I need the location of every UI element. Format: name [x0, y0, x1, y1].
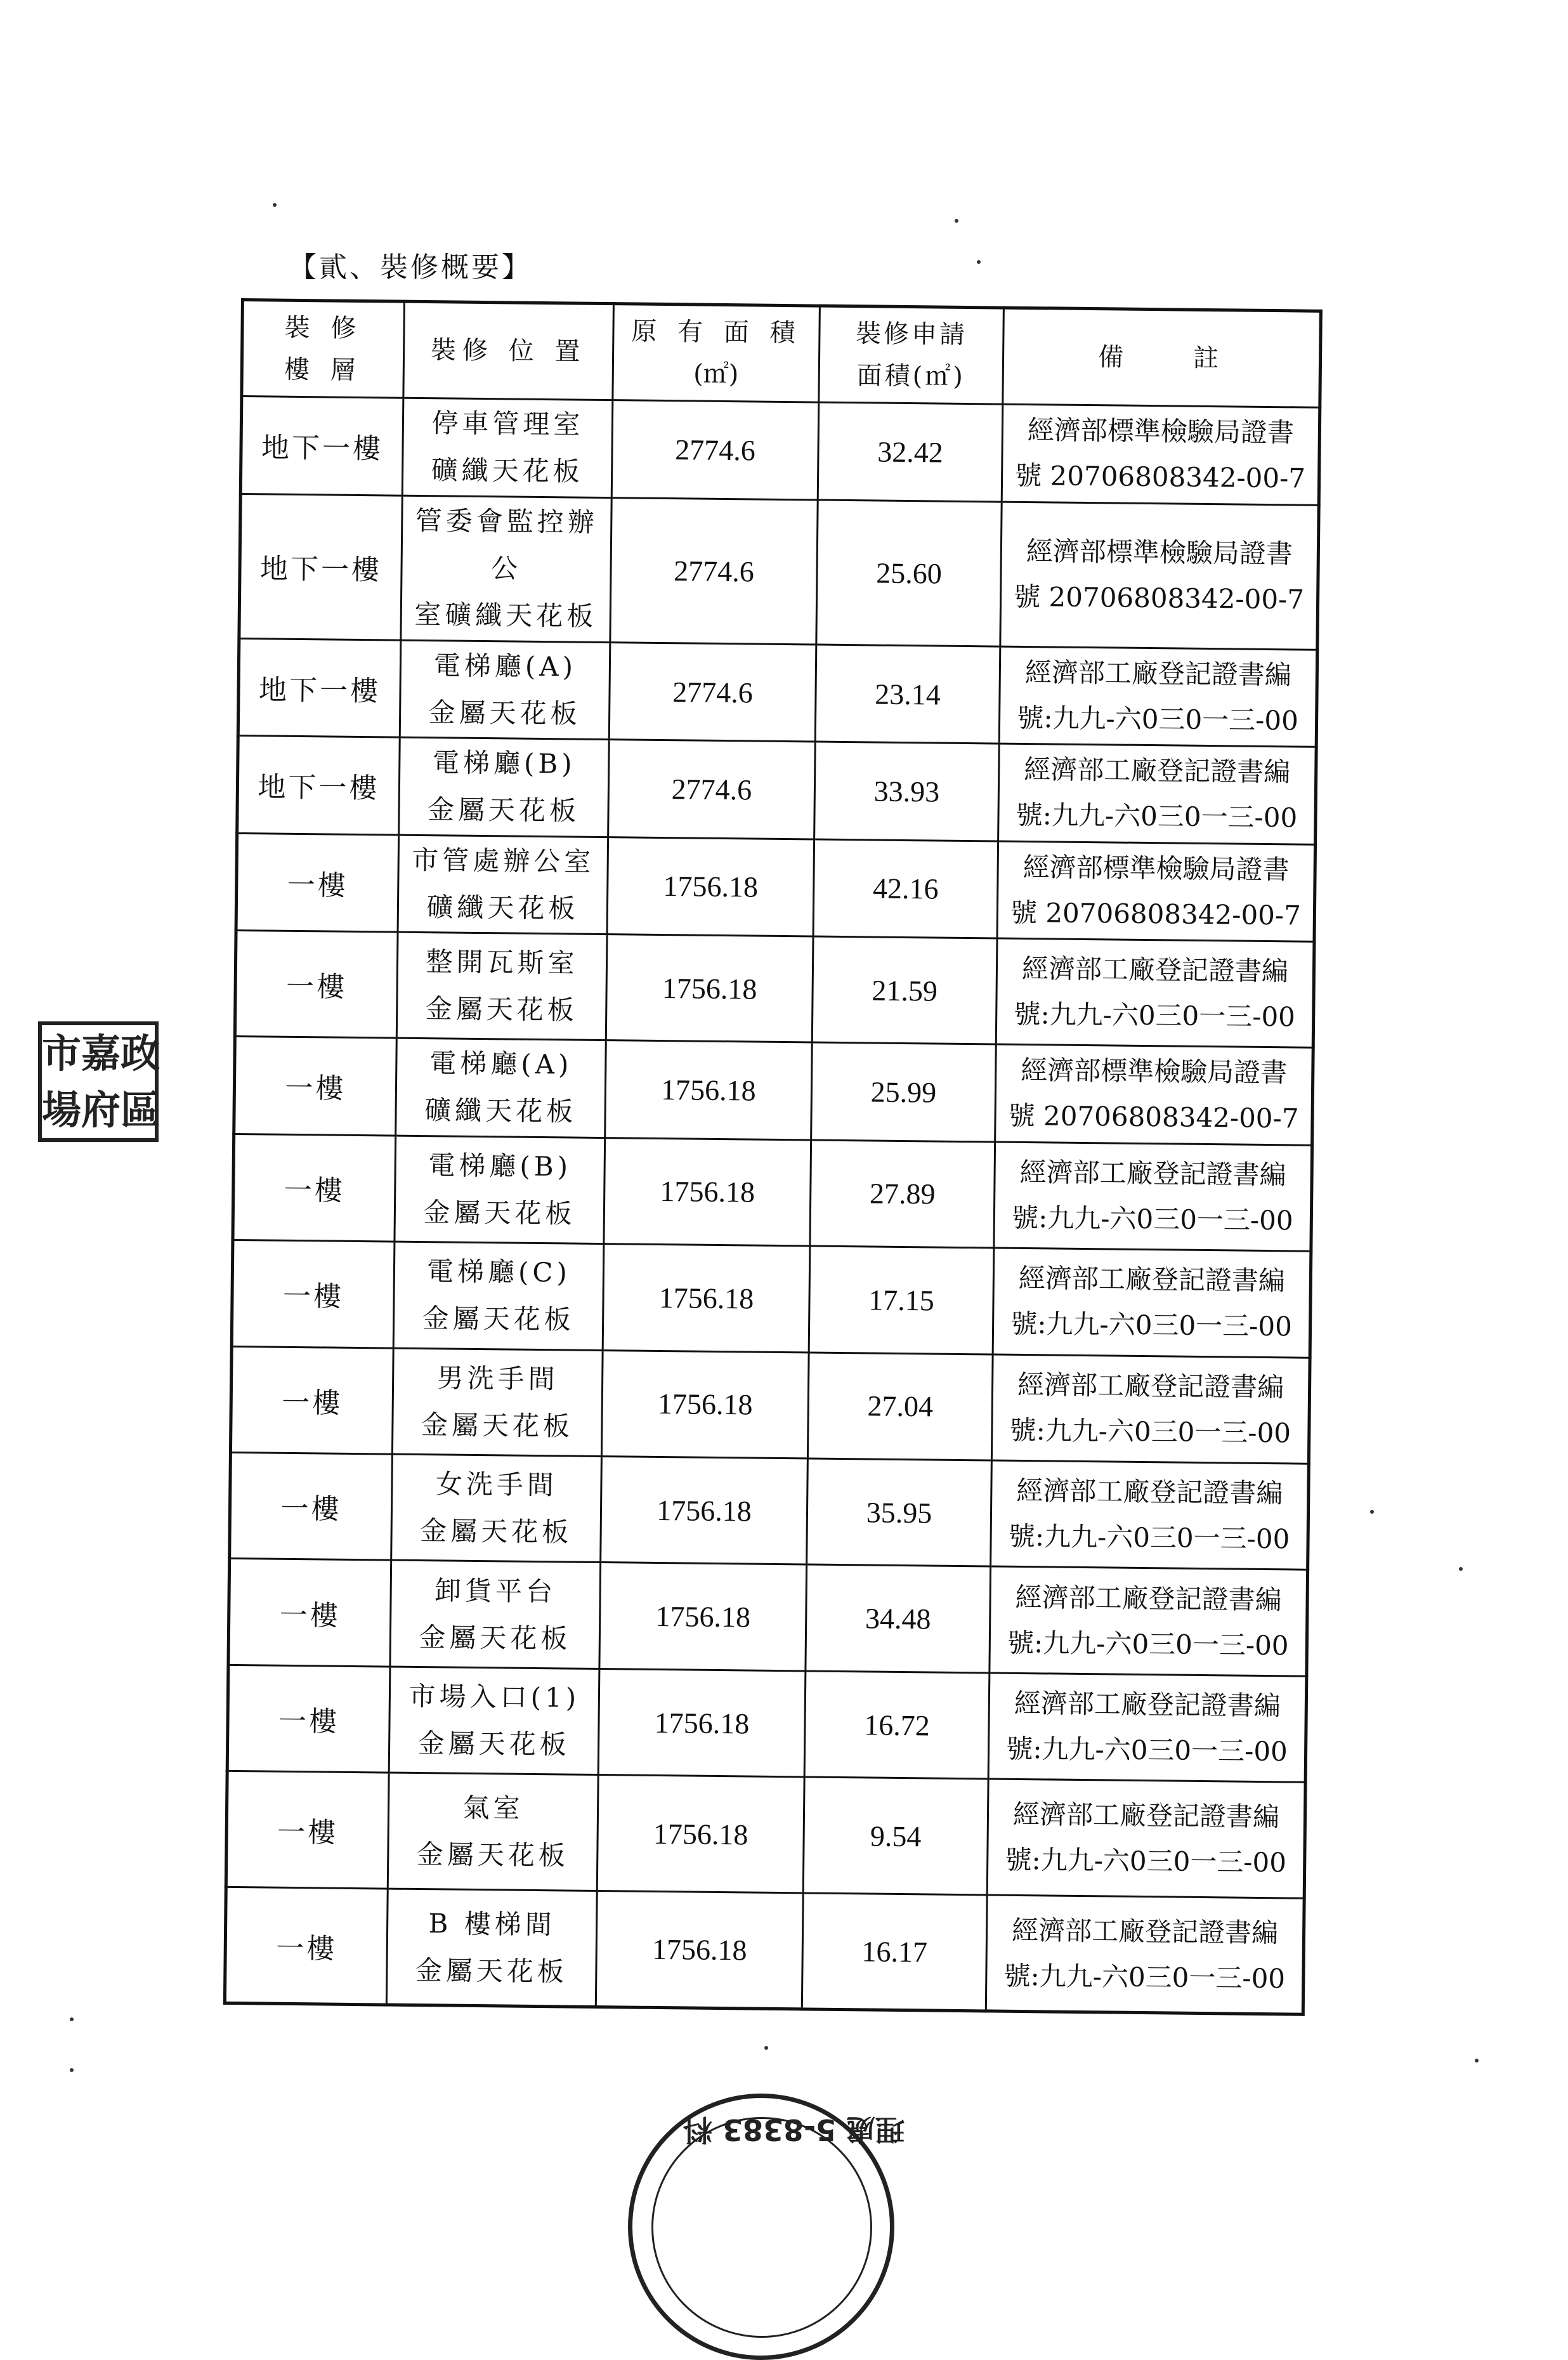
cell-applied-area: 35.95 — [807, 1459, 992, 1567]
cell-applied-area: 27.04 — [807, 1352, 993, 1460]
cell-original-area: 1756.18 — [607, 837, 814, 936]
cell-location-line: 卸貨平台 — [434, 1575, 557, 1608]
cell-floor: 地下一樓 — [238, 638, 401, 737]
cell-note-line: 號 20706808342-00-7 — [1014, 460, 1306, 494]
cell-floor: 一樓 — [228, 1559, 391, 1667]
table-row — [232, 1240, 1311, 1357]
cell-location-line: 金屬天花板 — [425, 993, 578, 1026]
seal-left-char: 府 — [81, 1086, 121, 1133]
cell-note — [993, 1248, 1311, 1358]
cell-note-line: 號:九九-六0三0一三-00 — [1006, 1733, 1288, 1767]
cell-note — [1002, 404, 1320, 505]
header-original-area-unit: (㎡) — [693, 359, 739, 390]
table-row — [230, 1346, 1310, 1464]
table-row — [227, 1665, 1307, 1782]
header-location: 裝修 位 置 — [403, 301, 614, 400]
header-applied-area — [819, 306, 1004, 404]
cell-location-line: 停車管理室 — [431, 407, 584, 441]
cell-location-line: 市管處辦公室 — [411, 844, 595, 877]
cell-location — [396, 1038, 606, 1137]
scan-speck — [764, 2046, 768, 2050]
cell-original-area: 2774.6 — [611, 400, 819, 500]
table-row — [225, 1887, 1304, 2015]
header-applied-area-line-1: 裝修申請 — [855, 319, 968, 350]
header-floor-line-1: 裝 修 — [284, 313, 363, 344]
cell-note — [987, 1779, 1305, 1898]
cell-location-line: 金屬天花板 — [423, 1196, 576, 1229]
cell-floor: 一樓 — [236, 833, 399, 932]
cell-note — [995, 1044, 1314, 1145]
cell-location — [398, 835, 608, 934]
cell-note-line: 號:九九-六0三0一三-00 — [1007, 1627, 1289, 1662]
cell-location-line: 金屬天花板 — [416, 1839, 570, 1872]
cell-location-line: 金屬天花板 — [421, 1408, 574, 1442]
seal-left-char: 市 — [42, 1030, 82, 1077]
cell-note-line: 經濟部工廠登記證書編 — [1014, 1688, 1281, 1722]
header-original-area — [613, 304, 820, 403]
cell-floor: 地下一樓 — [240, 397, 403, 495]
cell-note — [986, 1895, 1304, 2014]
cell-note — [999, 646, 1317, 747]
cell-floor: 一樓 — [233, 1134, 396, 1242]
cell-location — [392, 1348, 603, 1457]
cell-note-line: 號:九九-六0三0一三-00 — [1017, 702, 1299, 737]
cell-location-line: 電梯廳(C) — [426, 1255, 572, 1288]
cell-note-line: 號:九九-六0三0一三-00 — [1011, 1202, 1293, 1236]
cell-note-line: 經濟部工廠登記證書編 — [1024, 754, 1291, 788]
table-header-row — [242, 300, 1321, 408]
cell-note-line: 號:九九-六0三0一三-00 — [1003, 1960, 1286, 1994]
cell-floor: 一樓 — [232, 1240, 395, 1347]
cell-applied-area: 42.16 — [813, 839, 998, 938]
cell-floor: 一樓 — [225, 1887, 388, 2005]
cell-location-line: 金屬天花板 — [422, 1302, 575, 1335]
cell-note-line: 號:九九-六0三0一三-00 — [1009, 1414, 1291, 1449]
seal-left-char: 場 — [42, 1086, 82, 1133]
cell-location-line: 礦纖天花板 — [424, 1094, 577, 1128]
cell-location-line: 金屬天花板 — [417, 1727, 570, 1760]
renovation-summary-table — [223, 298, 1323, 2016]
header-original-area-line-1: 原 有 面 積 — [631, 317, 802, 348]
cell-note-line: 經濟部工廠登記證書編 — [1017, 1368, 1284, 1403]
cell-note-line: 號:九九-六0三0一三-00 — [1008, 1521, 1290, 1555]
cell-original-area: 1756.18 — [597, 1775, 804, 1893]
cell-note-line: 經濟部工廠登記證書編 — [1015, 1581, 1282, 1616]
cell-floor: 一樓 — [227, 1665, 390, 1773]
scan-speck — [977, 260, 981, 264]
cell-applied-area: 27.89 — [810, 1140, 995, 1249]
table-row — [239, 494, 1319, 650]
cell-note-line: 號:九九-六0三0一三-00 — [1005, 1844, 1287, 1878]
cell-location-line: 金屬天花板 — [427, 794, 580, 827]
cell-note — [988, 1673, 1307, 1783]
table-row — [240, 397, 1320, 505]
cell-note — [998, 744, 1317, 844]
cell-location-line: 管委會監控辦公 — [415, 505, 599, 584]
table-row — [234, 1037, 1314, 1145]
cell-location-line: 金屬天花板 — [419, 1515, 573, 1548]
scan-speck — [273, 203, 277, 207]
cell-note-line: 經濟部工廠登記證書編 — [1024, 657, 1292, 691]
header-floor-line-2: 樓 層 — [284, 355, 362, 386]
cell-applied-area: 16.17 — [802, 1893, 987, 2011]
cell-original-area: 1756.18 — [599, 1563, 807, 1671]
cell-note-line: 經濟部工廠登記證書編 — [1021, 952, 1289, 987]
cell-location-line: 女洗手間 — [435, 1468, 558, 1501]
cell-applied-area: 17.15 — [809, 1246, 994, 1354]
cell-note-line: 經濟部工廠登記證書編 — [1018, 1262, 1286, 1297]
cell-applied-area: 34.48 — [806, 1564, 991, 1673]
cell-applied-area: 9.54 — [803, 1777, 988, 1895]
cell-location-line: 氣室 — [462, 1792, 524, 1825]
seal-left-char: 政 — [121, 1030, 160, 1077]
cell-location — [400, 640, 610, 740]
cell-note — [990, 1566, 1308, 1676]
seal-left-char: 區 — [121, 1086, 160, 1133]
cell-location-line: 礦纖天花板 — [426, 891, 579, 924]
cell-location — [393, 1242, 604, 1350]
cell-note — [1000, 502, 1319, 650]
cell-original-area: 2774.6 — [608, 740, 816, 839]
scan-speck — [1459, 1567, 1463, 1571]
cell-applied-area: 16.72 — [804, 1671, 990, 1780]
cell-floor: 一樓 — [235, 930, 398, 1038]
cell-note-line: 號:九九-六0三0一三-00 — [1014, 998, 1296, 1033]
cell-location-line: 整開瓦斯室 — [426, 946, 578, 979]
cell-original-area: 2774.6 — [609, 643, 816, 742]
scan-speck — [955, 219, 958, 223]
cell-note-line: 經濟部工廠登記證書編 — [1019, 1156, 1286, 1191]
scan-speck — [70, 2017, 74, 2021]
cell-applied-area: 25.99 — [811, 1042, 996, 1141]
cell-location — [390, 1561, 601, 1669]
cell-location-line: 電梯廳(A) — [433, 650, 577, 683]
cell-location — [399, 737, 610, 837]
header-floor — [242, 300, 405, 398]
header-applied-area-line-2: 面積(㎡) — [856, 361, 966, 392]
cell-location-line: 金屬天花板 — [419, 1621, 572, 1655]
cell-original-area: 1756.18 — [603, 1244, 810, 1353]
seal-left-char: 嘉 — [81, 1030, 121, 1077]
cell-original-area: 1756.18 — [598, 1669, 806, 1778]
cell-floor: 一樓 — [226, 1771, 389, 1889]
cell-applied-area: 23.14 — [815, 645, 1000, 744]
table-row — [228, 1559, 1308, 1676]
cell-applied-area: 21.59 — [812, 936, 997, 1045]
cell-original-area: 1756.18 — [596, 1891, 803, 2009]
table-row — [226, 1771, 1305, 1899]
official-seal-bottom — [628, 2094, 905, 2360]
cell-note-line: 經濟部標準檢驗局證書 — [1021, 1054, 1288, 1089]
cell-location — [396, 932, 607, 1040]
cell-location — [388, 1773, 598, 1891]
header-note: 備註 — [1003, 308, 1321, 407]
cell-floor: 地下一樓 — [239, 494, 402, 640]
cell-note-line: 經濟部工廠登記證書編 — [1016, 1475, 1283, 1509]
cell-location — [402, 398, 613, 497]
cell-applied-area: 25.60 — [816, 500, 1002, 646]
cell-note — [997, 841, 1316, 942]
cell-location-line: 男洗手間 — [436, 1362, 559, 1395]
cell-location-line: 市場入口(1) — [408, 1681, 580, 1714]
cell-applied-area: 32.42 — [818, 402, 1003, 501]
cell-location-line: 礦纖天花板 — [431, 454, 584, 488]
cell-location — [389, 1667, 599, 1775]
table-row — [238, 638, 1317, 747]
cell-floor: 一樓 — [230, 1452, 393, 1560]
table-row — [237, 736, 1317, 844]
cell-original-area: 1756.18 — [601, 1457, 808, 1565]
cell-note-line: 號:九九-六0三0一三-00 — [1010, 1308, 1293, 1342]
cell-location-line: 電梯廳(A) — [429, 1047, 573, 1080]
table-row — [233, 1134, 1312, 1251]
cell-location — [391, 1454, 602, 1563]
table-row — [235, 930, 1314, 1047]
section-title: 【貳、裝修概要】 — [289, 251, 532, 284]
cell-note-line: 經濟部工廠登記證書編 — [1011, 1914, 1279, 1948]
cell-floor: 地下一樓 — [237, 736, 400, 835]
cell-note-line: 經濟部工廠登記證書編 — [1012, 1799, 1280, 1833]
cell-floor: 一樓 — [230, 1346, 393, 1454]
cell-location-line: 金屬天花板 — [415, 1954, 568, 1988]
seal-bottom-text: 理處 5-8383 料 — [683, 2113, 905, 2147]
cell-original-area: 1756.18 — [604, 1137, 811, 1246]
cell-note-line: 號:九九-六0三0一三-00 — [1016, 799, 1298, 834]
cell-note — [991, 1354, 1310, 1464]
scan-speck — [70, 2068, 74, 2072]
official-seal-left — [38, 1021, 159, 1142]
table-row — [230, 1452, 1309, 1570]
cell-note — [996, 938, 1314, 1048]
table-row — [236, 833, 1316, 941]
cell-note-line: 號 20706808342-00-7 — [1008, 1100, 1299, 1134]
cell-note — [994, 1142, 1312, 1252]
cell-original-area: 1756.18 — [605, 1040, 813, 1140]
cell-location-line: 電梯廳(B) — [428, 1149, 572, 1183]
scan-speck — [1475, 2059, 1479, 2062]
cell-applied-area: 33.93 — [814, 742, 1000, 841]
cell-location — [395, 1136, 605, 1244]
cell-location-line: 室礦纖天花板 — [414, 599, 598, 633]
cell-note-line: 號 20706808342-00-7 — [1013, 581, 1305, 615]
cell-original-area: 1756.18 — [606, 934, 813, 1042]
cell-location — [386, 1889, 597, 2007]
cell-location-line: B 樓梯間 — [428, 1907, 556, 1940]
cell-original-area: 2774.6 — [610, 497, 818, 645]
cell-location-line: 電梯廳(B) — [432, 747, 576, 780]
cell-floor: 一樓 — [234, 1037, 397, 1136]
cell-note-line: 經濟部標準檢驗局證書 — [1027, 414, 1295, 449]
cell-original-area: 1756.18 — [601, 1350, 809, 1459]
cell-note-line: 經濟部標準檢驗局證書 — [1026, 535, 1293, 570]
cell-note-line: 經濟部標準檢驗局證書 — [1022, 851, 1290, 885]
cell-location-line: 金屬天花板 — [428, 697, 581, 730]
cell-location — [401, 495, 611, 643]
scan-speck — [1370, 1510, 1374, 1514]
cell-note — [991, 1460, 1309, 1570]
cell-note-line: 號 20706808342-00-7 — [1010, 896, 1302, 931]
